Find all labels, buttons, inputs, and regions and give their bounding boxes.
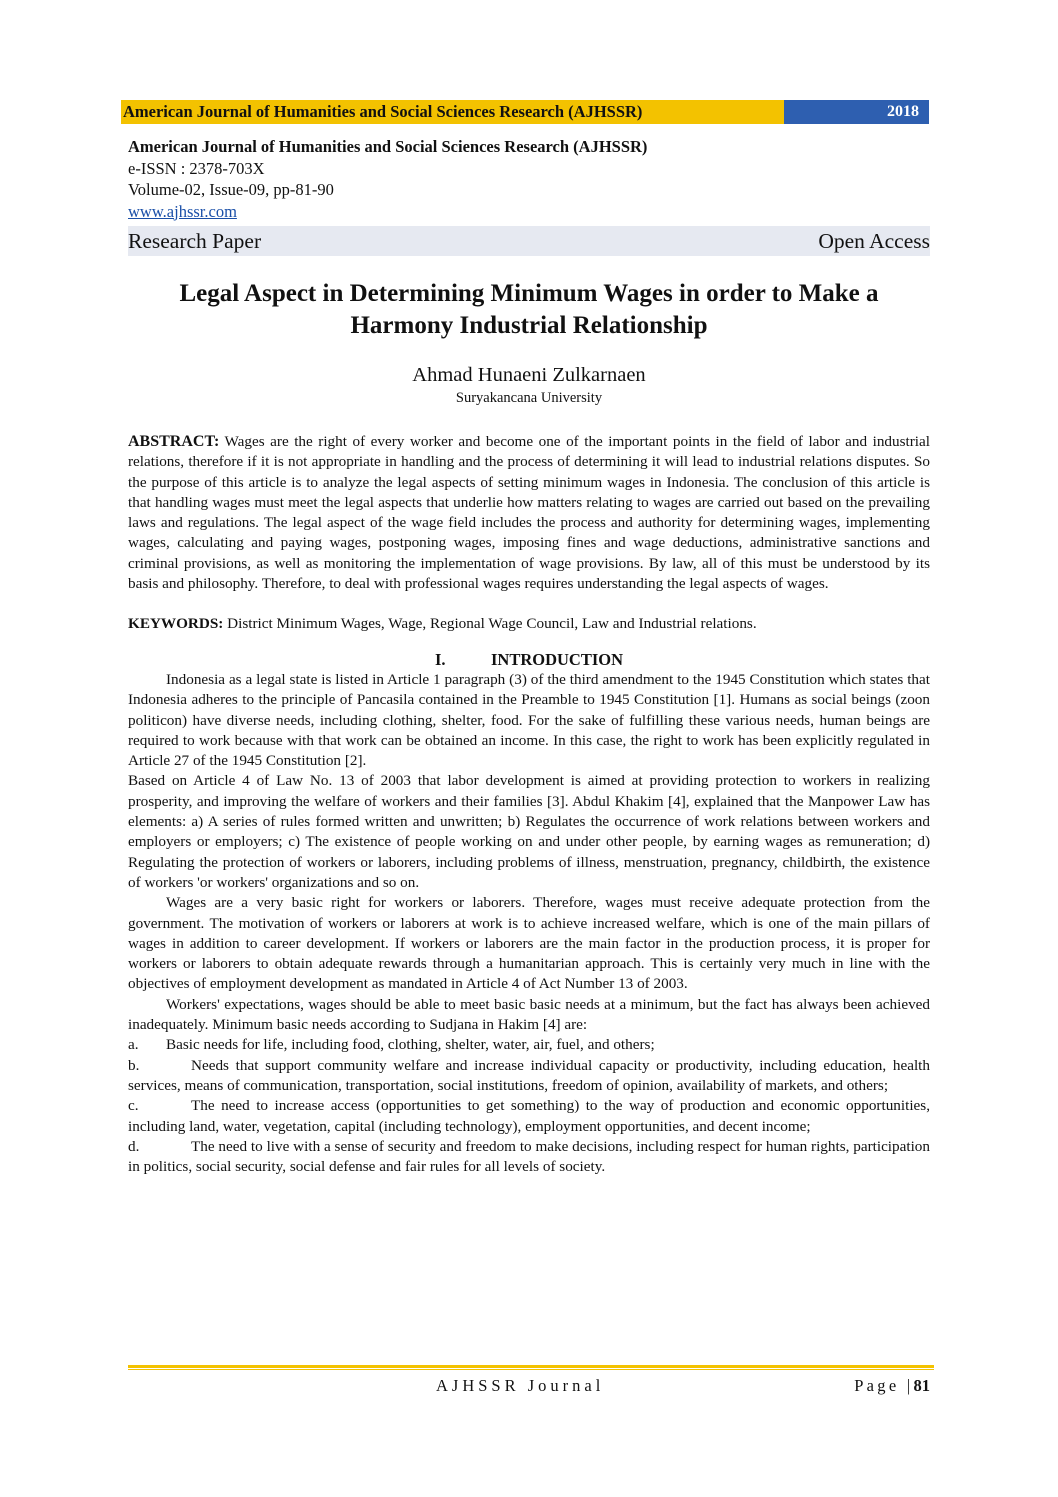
list-text: The need to increase access (opportunities to get something) to the way of production and economic opportunities, including land, water, vegetation, capital (including technology), employment opportunities, and decent income;	[128, 1097, 930, 1135]
abstract	[128, 432, 930, 594]
paragraph: Indonesia as a legal state is listed in Article 1 paragraph (3) of the third amendment to the 1945 Constitution which states that Indonesia adheres to the principle of Pancasila contained in the Preamble to 1945 Constitution [1]. Humans as social beings (zoon politicon) have diverse needs, including clothing, shelter, food. For the sake of fulfilling these various needs, human beings are required to work because with that work can be obtained an income. In this case, the right to work has been explicitly regulated in Article 27 of the 1945 Constitution [2].	[128, 670, 930, 770]
section-title: INTRODUCTION	[490, 649, 624, 669]
footer-page-number: 81	[913, 1376, 930, 1395]
paper-title-line-1: Legal Aspect in Determining Minimum Wages in order to Make a	[179, 280, 879, 307]
abstract-text: Wages are the right of every worker and become one of the important points in the field of labor and industrial relations, therefore if it is not appropriate in handling and the process of determining it will lead to industrial relations disputes. So the purpose of this article is to analyze the legal aspects of setting minimum wages in Indonesia. The conclusion of this article is that handling wages must meet the legal aspects that underlie how matters relating to wages are carried out based on the prevailing laws and regulations. The legal aspect of the wage field includes the process and authority for determining wages, implementing wages, calculating and paying wages, postponing wages, imposing fines and wage deductions, administrative sanctions and criminal provisions, as well as monitoring the implementation of wage provisions. By law, all of this must be understood by its basis and philosophy. Therefore, to deal with professional wages requires understanding the legal aspects of wages.	[128, 433, 930, 593]
footer-rule	[128, 1365, 934, 1368]
running-header-year: 2018	[784, 100, 929, 124]
website-link[interactable]: www.ajhssr.com	[128, 201, 237, 221]
list-marker: c.	[128, 1097, 139, 1115]
list-marker: d.	[128, 1137, 140, 1155]
paragraph: Wages are a very basic right for workers or laborers. Therefore, wages must receive adequate protection from the government. The motivation of workers or laborers at work is to achieve increased welfare, which is one of the main pillars of wages in addition to career development. If workers or laborers are the main factor in the production process, it is proper for workers or laborers to obtain adequate rewards through a humanitarian approach. This is certainly very much in line with the objectives of employment development as mandated in Article 4 of Act Number 13 of 2003.	[128, 894, 930, 993]
section-number: I.	[434, 649, 446, 669]
section-heading	[128, 650, 930, 670]
list-text: Needs that support community welfare and increase individual capacity or productivity, including education, health services, means of communication, transportation, social institutions, freedom of opinion, availability of markets, and others;	[128, 1056, 930, 1094]
list-item	[128, 1096, 930, 1137]
journal-meta	[128, 136, 930, 222]
keywords	[128, 614, 930, 634]
paragraph: Workers' expectations, wages should be able to meet basic basic needs at a minimum, but the fact has always been achieved inadequately. Minimum basic needs according to Sudjana in Hakim [4] are:	[128, 995, 930, 1034]
paper-type-bar	[128, 226, 930, 256]
list-marker: b.	[128, 1056, 140, 1074]
running-header	[121, 100, 929, 124]
author-affiliation: Suryakancana University	[455, 390, 603, 406]
footer-rule-thin	[128, 1369, 934, 1370]
paper-type: Research Paper	[128, 229, 262, 253]
abstract-label: ABSTRACT:	[128, 433, 220, 450]
paragraph: Based on Article 4 of Law No. 13 of 2003 that labor development is aimed at providing protection to workers in realizing prosperity, and improving the welfare of workers and their families [3]. Abdul Khakim [4], explained that the Manpower Law has elements: a) A series of rules formed written and unwritten; b) Regulates the occurrence of work relations between workers and employers or employers; c) The existence of people working on and under other people, by earning wages as remuneration; d) Regulating the protection of workers or laborers, including problems of illness, menstruation, pregnancy, childbirth, the existence of workers 'or workers' organizations and so on.	[128, 772, 930, 891]
keywords-text: District Minimum Wages, Wage, Regional Wage Council, Law and Industrial relations.	[223, 615, 757, 633]
list-item	[128, 1035, 930, 1055]
footer-journal: AJHSSR Journal	[436, 1376, 605, 1395]
author-name: Ahmad Hunaeni Zulkarnaen	[412, 364, 646, 386]
access-type: Open Access	[818, 229, 930, 253]
running-header-journal: American Journal of Humanities and Social Sciences Research (AJHSSR)	[121, 100, 784, 124]
list-text: The need to live with a sense of security and freedom to make decisions, including respect for human rights, participation in politics, social security, social defense and fair rules for all levels of society.	[128, 1137, 930, 1176]
footer-page-label: Page |	[854, 1376, 914, 1395]
volume-info: Volume-02, Issue-09, pp-81-90	[128, 180, 334, 199]
journal-name: American Journal of Humanities and Social Sciences Research (AJHSSR)	[128, 137, 648, 156]
article-body	[128, 432, 930, 1177]
list-marker: a.	[128, 1036, 139, 1054]
paper-title	[128, 278, 930, 342]
keywords-label: KEYWORDS:	[128, 615, 224, 633]
list-item	[128, 1056, 930, 1097]
issn: e-ISSN : 2378-703X	[128, 158, 265, 178]
list-item	[128, 1137, 930, 1178]
footer-page	[854, 1376, 930, 1396]
paper-title-line-2: Harmony Industrial Relationship	[350, 312, 708, 339]
list-text: Basic needs for life, including food, clothing, shelter, water, air, fuel, and others;	[166, 1036, 655, 1054]
